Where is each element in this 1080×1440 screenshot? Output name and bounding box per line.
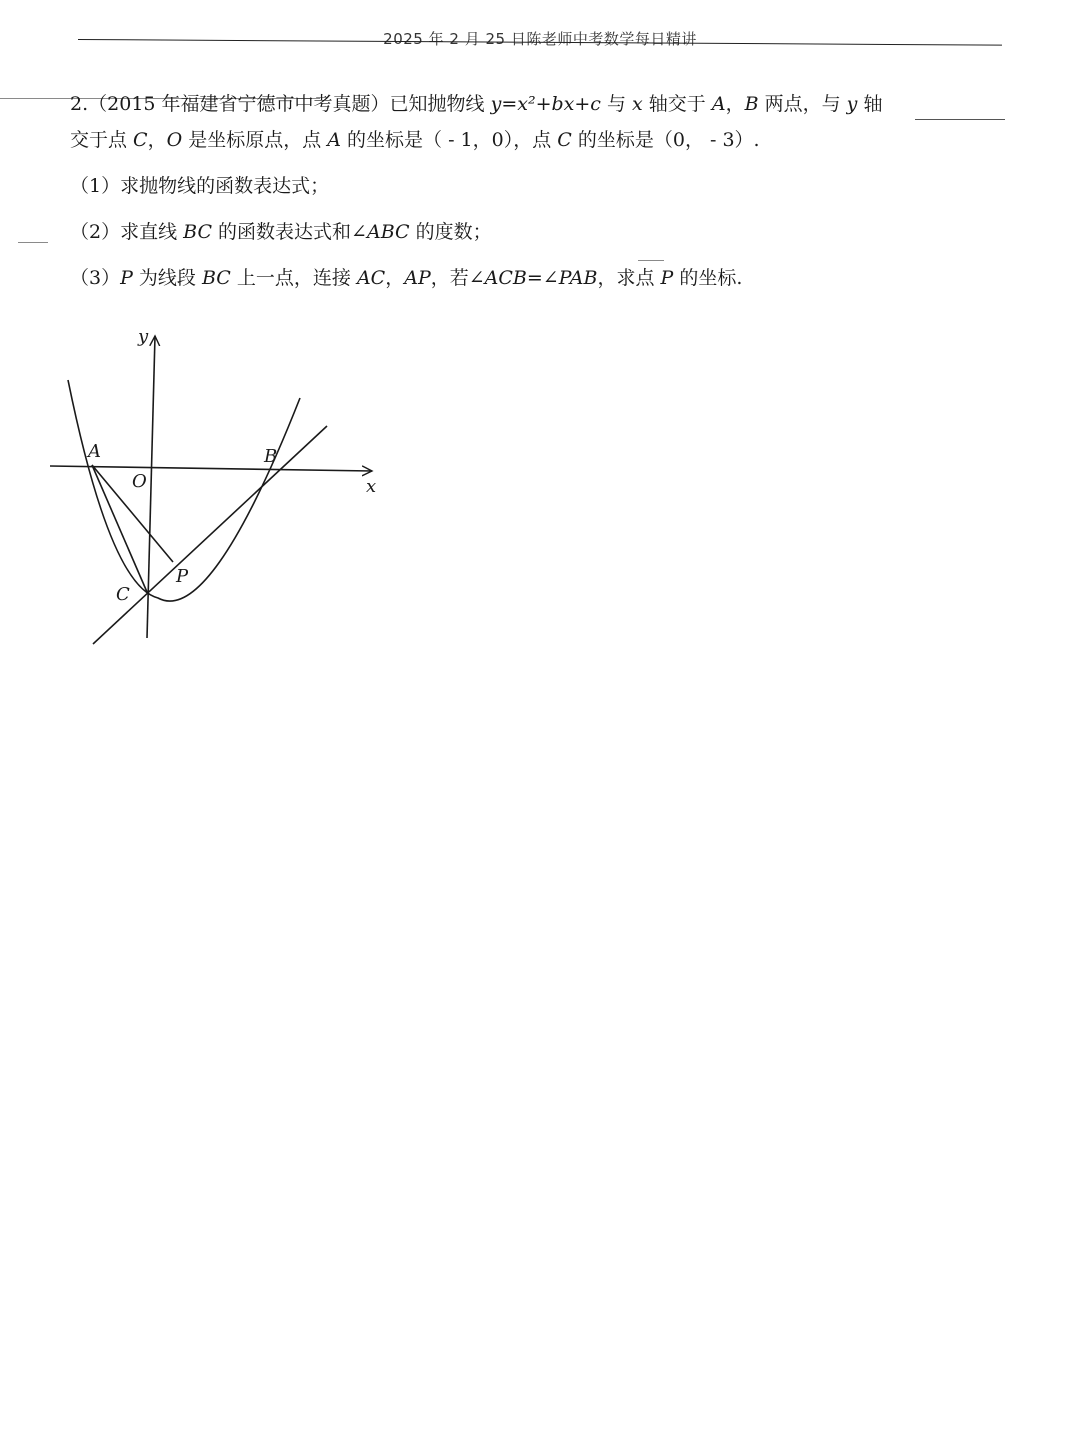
question-text: =∠: [526, 267, 559, 290]
point-label: P: [660, 267, 674, 290]
parabola-figure: [40, 326, 390, 656]
problem-stem-line-1: [70, 86, 1010, 122]
scan-mark: [18, 242, 48, 243]
page-header: 2025 年 2 月 25 日陈老师中考数学每日精讲: [383, 30, 697, 48]
stem-text: 是坐标原点，点: [182, 129, 328, 152]
point-label: A: [327, 129, 342, 152]
stem-text: 交于点: [70, 129, 134, 152]
stem-text: 已知抛物线: [389, 93, 491, 115]
stem-text: ，: [147, 129, 167, 152]
parabola-equation: y=x²+bx+c: [490, 93, 601, 115]
point-label: B: [744, 93, 759, 115]
angle-label: ACB: [484, 267, 527, 290]
segment-label: BC: [183, 221, 212, 244]
point-label: O: [166, 129, 183, 152]
label-x-axis: x: [366, 476, 377, 497]
stem-text: ，: [725, 93, 745, 115]
stem-text: 与: [600, 93, 633, 115]
point-label: P: [120, 267, 133, 290]
label-o: O: [132, 471, 147, 492]
question-text: 的度数；: [409, 221, 492, 244]
stem-text: 两点，与: [758, 93, 847, 115]
x-axis: [50, 466, 372, 471]
question-text: ，若∠: [430, 267, 485, 290]
label-p: P: [176, 566, 189, 587]
stem-text: 的坐标是（ - 1，0），点: [341, 129, 558, 152]
var-x: x: [632, 93, 643, 115]
angle-label: PAB: [558, 267, 598, 290]
point-label: C: [557, 129, 572, 152]
label-y-axis: y: [138, 326, 149, 347]
segment-label: BC: [201, 267, 231, 290]
point-label: A: [711, 93, 726, 115]
question-text: （2）求直线: [70, 221, 184, 244]
stem-text: 轴: [857, 93, 883, 115]
label-b: B: [264, 446, 278, 467]
question-text: 为线段: [132, 267, 202, 290]
question-text: 的函数表达式和∠: [212, 221, 367, 244]
stem-text: 的坐标是（0， - 3）.: [571, 129, 760, 152]
question-text: （3）: [70, 267, 121, 290]
line-bc: [93, 426, 327, 644]
figure-svg: [40, 326, 390, 656]
question-2: [70, 214, 1010, 250]
label-c: C: [116, 584, 130, 605]
question-text: 的坐标.: [673, 267, 743, 290]
problem-2: [70, 86, 1010, 296]
question-text: ，: [385, 267, 405, 290]
var-y: y: [846, 93, 858, 115]
question-text: 上一点，连接: [230, 267, 357, 290]
question-3: [70, 260, 1010, 296]
angle-label: ABC: [366, 221, 410, 244]
label-a: A: [88, 441, 101, 462]
stem-text: 轴交于: [642, 93, 712, 115]
segment-label: AC: [356, 267, 386, 290]
problem-number: 2.: [70, 93, 89, 115]
segment-label: AP: [404, 267, 431, 290]
problem-stem-line-2: [70, 122, 1010, 158]
question-text: ，求点: [597, 267, 661, 290]
question-1: （1）求抛物线的函数表达式；: [70, 175, 330, 198]
point-label: C: [133, 129, 148, 152]
problem-source: （2015 年福建省宁德市中考真题）: [88, 93, 390, 115]
